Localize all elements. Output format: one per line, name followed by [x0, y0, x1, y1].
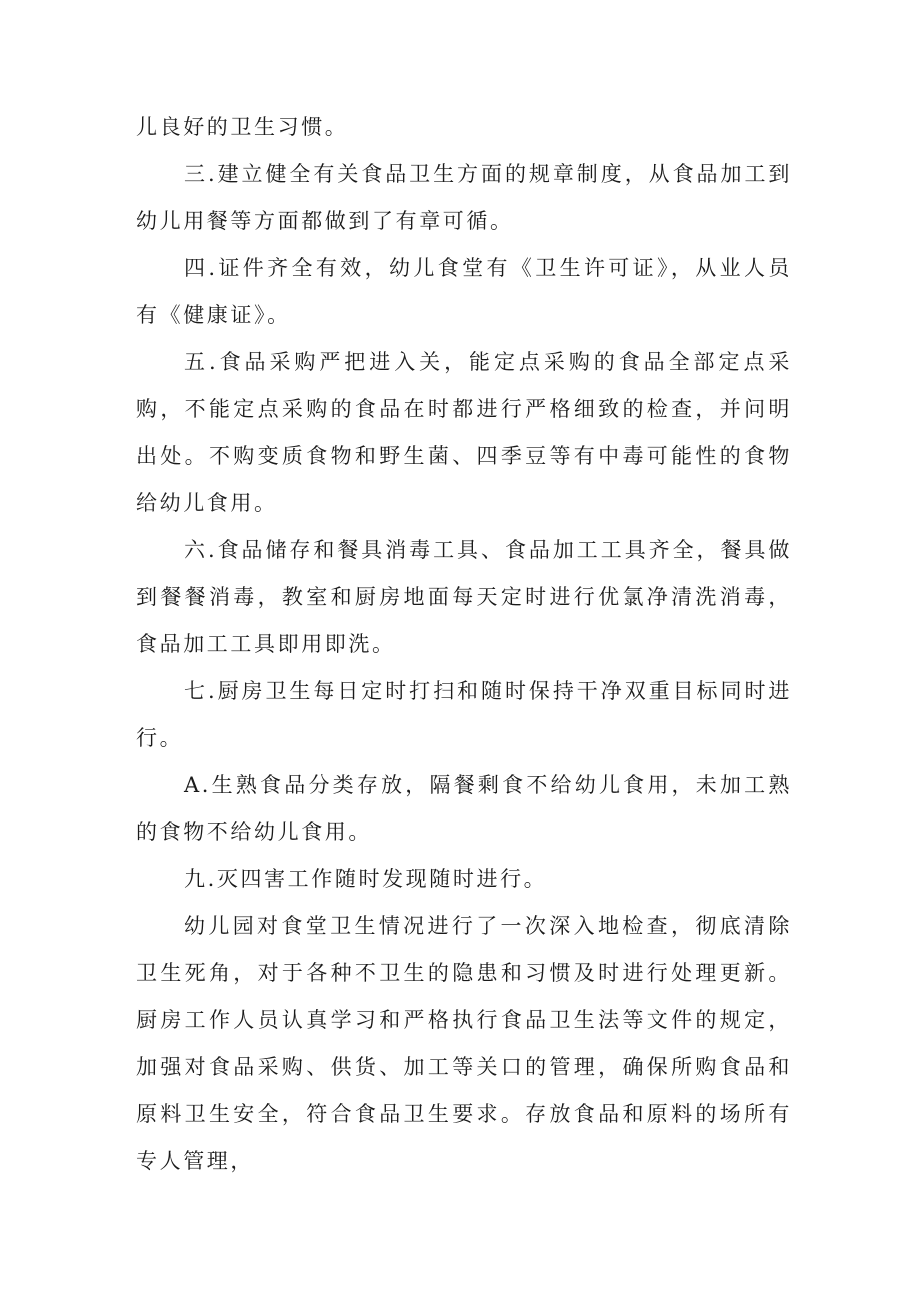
- paragraph-item-a: A.生熟食品分类存放，隔餐剩食不给幼儿食用，未加工熟的食物不给幼儿食用。: [136, 773, 792, 844]
- paragraph-item-9: 九.灭四害工作随时发现随时进行。: [184, 867, 548, 891]
- paragraph-item-3: 三.建立健全有关食品卫生方面的规章制度，从食品加工到幼儿用餐等方面都做到了有章可循。: [136, 162, 792, 233]
- paragraph-item-5: 五.食品采购严把进入关，能定点采购的食品全部定点采购，不能定点采购的食品在时都进行严格细致的检查，并问明出处。不购变质食物和野生菌、四季豆等有中毒可能性的食物给幼儿食用。: [136, 350, 792, 515]
- paragraph-item-7: 七.厨房卫生每日定时打扫和随时保持干净双重目标同时进行。: [136, 679, 792, 750]
- document-body: [136, 104, 792, 1185]
- paragraph-item-4: 四.证件齐全有效，幼儿食堂有《卫生许可证》，从业人员有《健康证》。: [136, 256, 792, 327]
- paragraph-continued: 儿良好的卫生习惯。: [136, 115, 349, 139]
- paragraph-item-6: 六.食品储存和餐具消毒工具、食品加工工具齐全，餐具做到餐餐消毒，教室和厨房地面每天定时进行优氯净清洗消毒，食品加工工具即用即洗。: [136, 538, 792, 656]
- paragraph-summary: 幼儿园对食堂卫生情况进行了一次深入地检查，彻底清除卫生死角，对于各种不卫生的隐患和习惯及时进行处理更新。厨房工作人员认真学习和严格执行食品卫生法等文件的规定，加强对食品采购、供货、加工等关口的管理，确保所购食品和原料卫生安全，符合食品卫生要求。存放食品和原料的场所有专人管理，: [136, 914, 792, 1173]
